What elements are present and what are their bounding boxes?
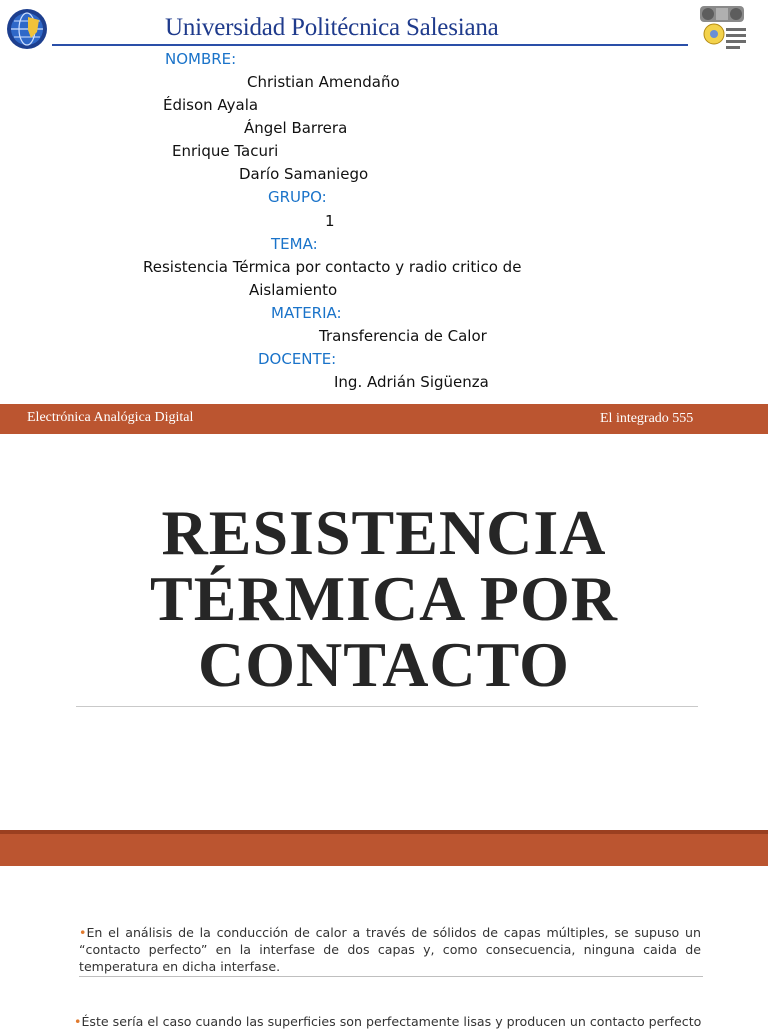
university-logo-icon [6,8,48,50]
nombre-label: NOMBRE: [165,50,237,68]
footer-course-text: Electrónica Analógica Digital [27,410,194,425]
bullet-icon: • [79,925,87,940]
university-title: Universidad Politécnica Salesiana [165,14,499,41]
tema-line: Resistencia Térmica por contacto y radio critico de [143,258,522,276]
footer-topic-text: El integrado 555 [600,411,694,426]
tema-label: TEMA: [271,235,318,253]
body-paragraph [74,1013,714,1030]
paragraph-text: Éste sería el caso cuando las superficies son perfectamente lisas y producen un contacto perfecto [81,1014,702,1029]
bullet-icon: • [74,1014,82,1029]
section-bar [0,830,768,866]
paragraph-divider [79,976,703,977]
docente-label: DOCENTE: [258,350,337,368]
student-name: Darío Samaniego [239,165,369,183]
student-name: Christian Amendaño [247,73,400,91]
slide-title-line: RESISTENCIA [161,497,607,568]
student-name: Ángel Barrera [244,119,348,137]
title-underline [52,44,688,46]
grupo-label: GRUPO: [268,188,327,206]
title-divider [76,706,698,707]
docente-value: Ing. Adrián Sigüenza [334,373,489,391]
tema-line: Aislamiento [249,281,338,299]
slide-title [60,497,708,700]
student-name: Enrique Tacuri [172,142,279,160]
research-group-logo-icon [694,4,750,56]
materia-value: Transferencia de Calor [319,327,487,345]
body-paragraph [79,924,701,975]
slide-title-line: CONTACTO [198,629,570,700]
student-name: Édison Ayala [163,96,259,114]
paragraph-text: En el análisis de la conducción de calor a través de sólidos de capas múltiples, se supuso un “contacto perfecto” en la interfase de dos capas y, como consecuencia, ninguna caida de temperatura en dicha interfase. [79,925,701,974]
materia-label: MATERIA: [271,304,342,322]
section-bar-edge [0,830,768,834]
grupo-value: 1 [325,212,335,230]
slide-title-line: TÉRMICA POR [150,563,618,634]
